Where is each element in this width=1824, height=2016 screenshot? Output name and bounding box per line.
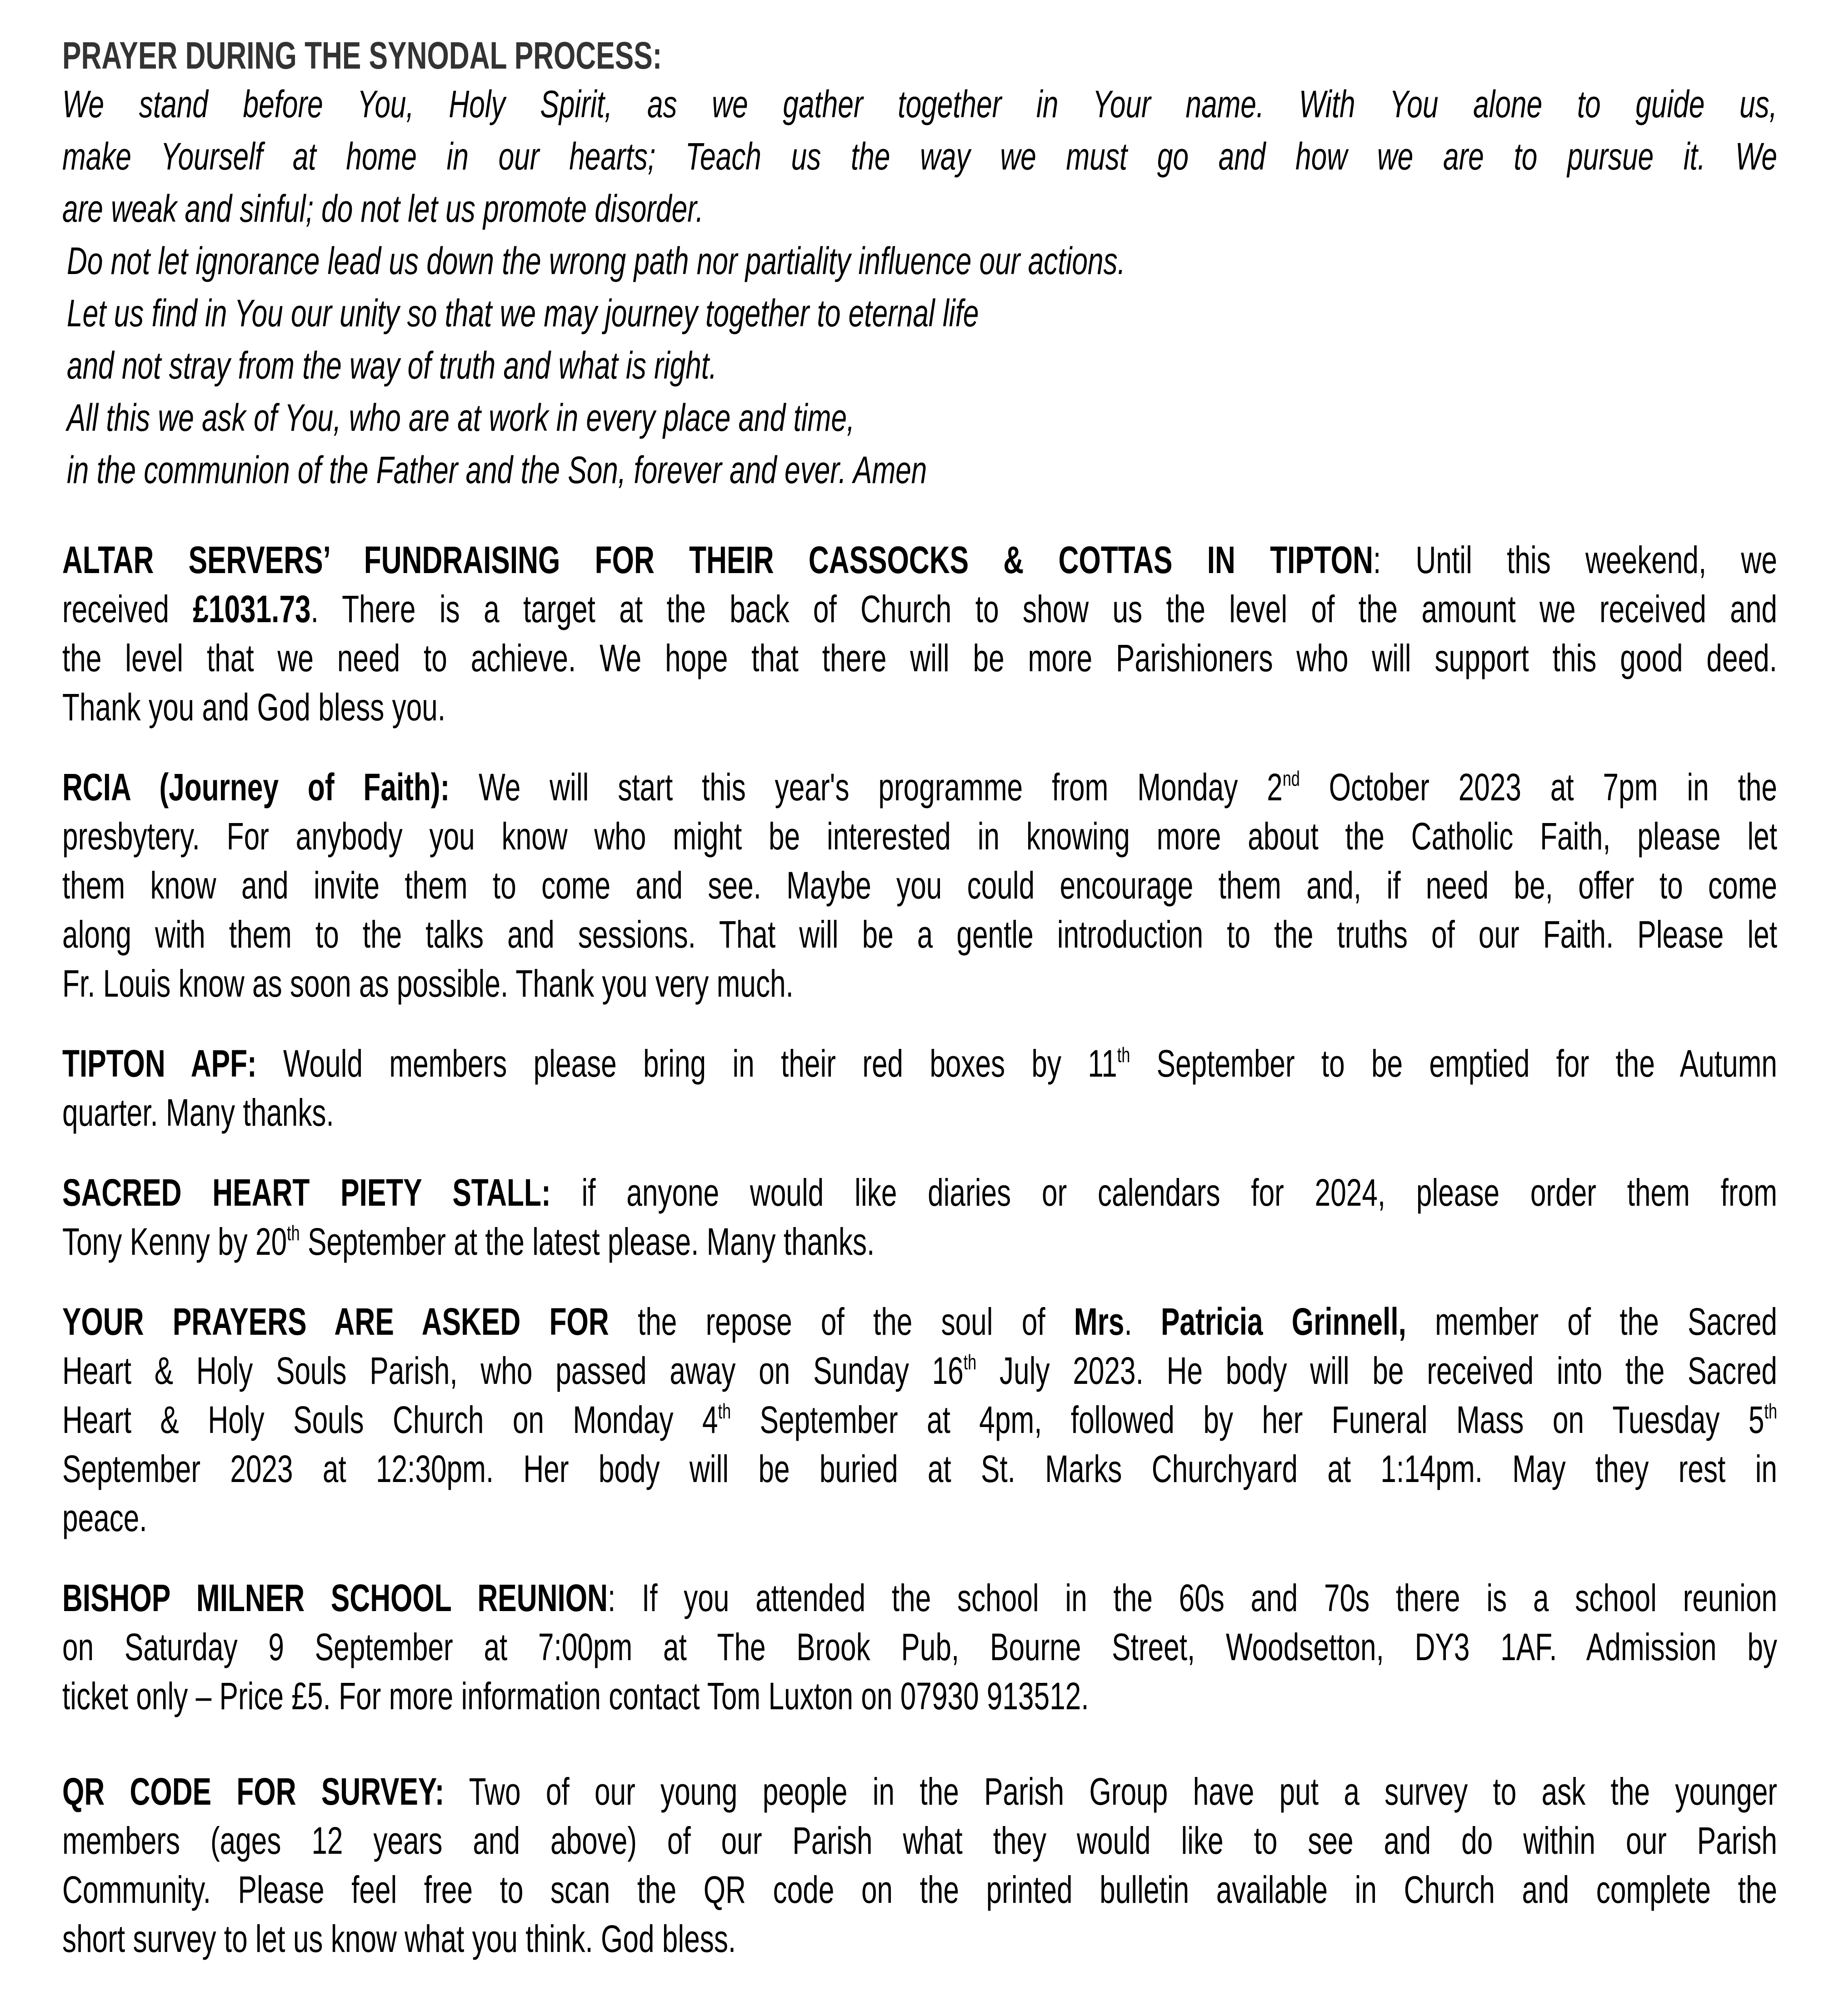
prayers-line-5: peace. (62, 1497, 147, 1539)
text-span: September at the latest please. Many thanks. (300, 1220, 875, 1263)
rcia-line-3: them know and invite them to come and see. Maybe you could encourage them and, if need be, offer to come (62, 864, 1777, 907)
synodal-prayer-heading: PRAYER DURING THE SYNODAL PROCESS: (62, 34, 662, 77)
text-span: . There is a target at the back of Church to show us the level of the amount we received and (310, 588, 1777, 630)
piety-heading: SACRED HEART PIETY STALL: (62, 1171, 551, 1214)
altar-line-1 (62, 537, 1777, 583)
name-title: Mrs (1074, 1300, 1124, 1343)
text-span: October 2023 at 7pm in the (1299, 766, 1778, 808)
survey-line-1 (62, 1769, 1777, 1814)
altar-line-2 (62, 586, 1777, 632)
tipton-heading: TIPTON APF: (62, 1042, 257, 1085)
piety-line-2 (62, 1219, 875, 1264)
survey-line-4: short survey to let us know what you think. God bless. (62, 1917, 736, 1960)
text-span: : If you attended the school in the 60s and 70s there is a school reunion (608, 1577, 1777, 1619)
survey-line-2: members (ages 12 years and above) of our Parish what they would like to see and do within our Parish (62, 1819, 1777, 1862)
reunion-line-1 (62, 1575, 1777, 1621)
altar-line-4: Thank you and God bless you. (62, 686, 446, 729)
rcia-line-1 (62, 764, 1777, 810)
altar-line-3: the level that we need to achieve. We hope that there will be more Parishioners who will support this good deed. (62, 637, 1777, 679)
prayer-line: We stand before You, Holy Spirit, as we gather together in Your name. With You alone to guide us, (62, 83, 1777, 125)
prayers-line-3 (62, 1397, 1777, 1442)
reunion-line-3: ticket only – Price £5. For more information contact Tom Luxton on 07930 913512. (62, 1675, 1089, 1717)
text-span: Tony Kenny by 20 (62, 1220, 287, 1263)
text-span: Heart & Holy Souls Church on Monday 4 (62, 1398, 718, 1441)
ordinal-suffix: th (963, 1350, 977, 1374)
prayers-line-1 (62, 1299, 1777, 1344)
text-span: Two of our young people in the Parish Group have put a survey to ask the younger (444, 1770, 1777, 1813)
reunion-heading: BISHOP MILNER SCHOOL REUNION (62, 1577, 608, 1619)
text-span: : Until this weekend, we (1373, 539, 1777, 581)
deceased-name: Patricia Grinnell, (1160, 1300, 1406, 1343)
tipton-line-2: quarter. Many thanks. (62, 1091, 334, 1134)
altar-heading: ALTAR SERVERS’ FUNDRAISING FOR THEIR CASSOCKS & COTTAS IN TIPTON (62, 539, 1373, 581)
prayer-line: and not stray from the way of truth and what is right. (67, 344, 717, 387)
survey-line-3: Community. Please feel free to scan the QR code on the printed bulletin available in Church and complete the (62, 1868, 1777, 1911)
prayer-line: in the communion of the Father and the Son, forever and ever. Amen (67, 449, 927, 491)
prayers-line-2 (62, 1348, 1777, 1393)
prayer-line: Let us find in You our unity so that we may journey together to eternal life (67, 292, 979, 334)
text-span: member of the Sacred (1406, 1300, 1777, 1343)
rcia-line-2: presbytery. For anybody you know who might be interested in knowing more about the Catholic Faith, please let (62, 815, 1777, 858)
prayers-heading: YOUR PRAYERS ARE ASKED FOR (62, 1300, 609, 1343)
prayer-line: make Yourself at home in our hearts; Teach us the way we must go and how we are to pursue it. We (62, 135, 1777, 178)
prayers-line-4: September 2023 at 12:30pm. Her body will be buried at St. Marks Churchyard at 1:14pm. May they rest in (62, 1447, 1777, 1490)
tipton-line-1 (62, 1041, 1777, 1086)
text-span: July 2023. He body will be received into the Sacred (976, 1349, 1777, 1392)
text-span: Heart & Holy Souls Parish, who passed away on Sunday 16 (62, 1349, 964, 1392)
ordinal-suffix: th (1764, 1399, 1777, 1423)
rcia-line-5: Fr. Louis know as soon as possible. Thank you very much. (62, 962, 794, 1005)
text-span: We will start this year's programme from Monday 2 (450, 766, 1283, 808)
prayer-line: Do not let ignorance lead us down the wrong path nor partiality influence our actions. (67, 240, 1125, 282)
text-span: September to be emptied for the Autumn (1130, 1042, 1777, 1085)
text-span: the repose of the soul of (609, 1300, 1074, 1343)
text-span: September at 4pm, followed by her Funeral Mass on Tuesday 5 (731, 1398, 1764, 1441)
ordinal-suffix: th (718, 1399, 731, 1423)
text-span: received (62, 588, 193, 630)
ordinal-suffix: th (1117, 1043, 1130, 1067)
reunion-line-2: on Saturday 9 September at 7:00pm at The Brook Pub, Bourne Street, Woodsetton, DY3 1AF. Admission by (62, 1626, 1777, 1668)
text-span: . (1124, 1300, 1161, 1343)
piety-line-1 (62, 1170, 1777, 1215)
text-span: Would members please bring in their red boxes by 11 (256, 1042, 1117, 1085)
ordinal-suffix: nd (1282, 766, 1300, 790)
rcia-line-4: along with them to the talks and sessions. That will be a gentle introduction to the truths of our Faith. Please let (62, 913, 1777, 956)
survey-heading: QR CODE FOR SURVEY: (62, 1770, 445, 1813)
ordinal-suffix: th (287, 1221, 300, 1245)
text-span: if anyone would like diaries or calendars for 2024, please order them from (550, 1171, 1777, 1214)
rcia-heading: RCIA (Journey of Faith): (62, 766, 450, 808)
fundraising-amount: £1031.73 (193, 588, 311, 630)
prayer-line: All this we ask of You, who are at work in every place and time, (67, 396, 855, 439)
prayer-line: are weak and sinful; do not let us promote disorder. (62, 187, 704, 230)
